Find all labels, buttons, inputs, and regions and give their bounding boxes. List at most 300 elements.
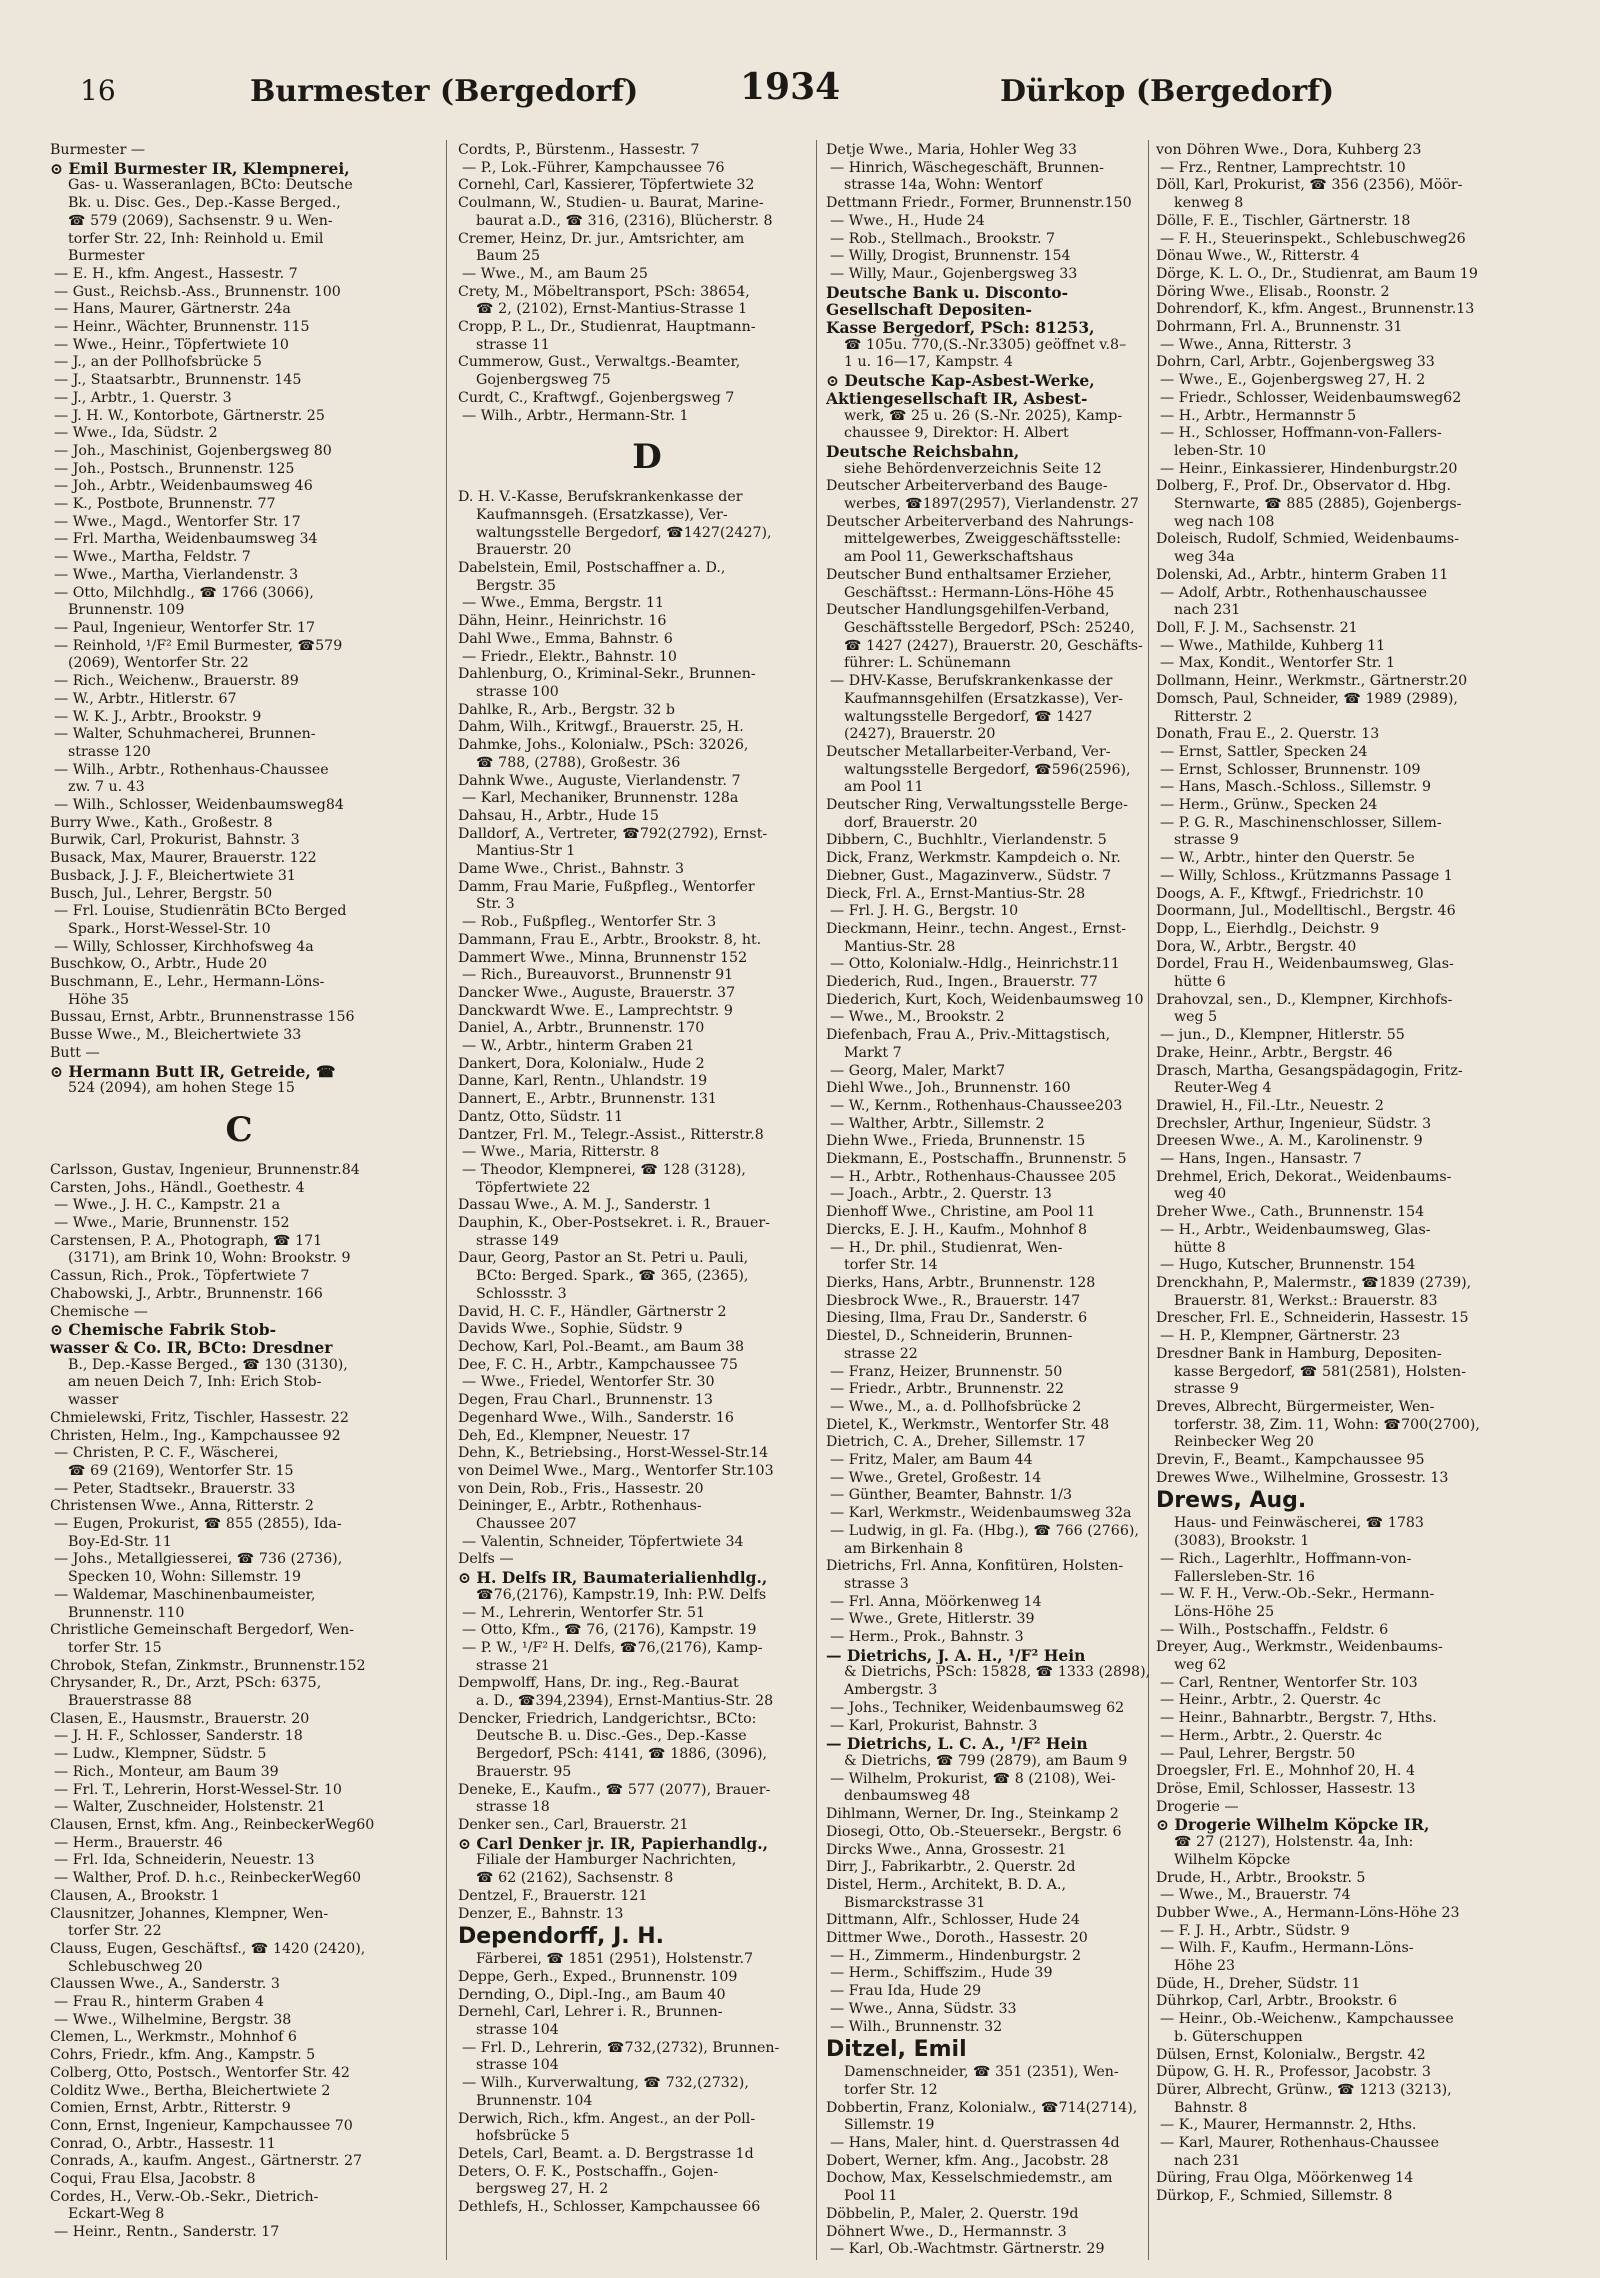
directory-entry: Cordts, P., Bürstenm., Hassestr. 7 — [458, 142, 700, 158]
directory-entry: strasse 18 — [476, 1799, 550, 1816]
directory-entry: Drogerie — — [1156, 1798, 1239, 1815]
directory-entry: Dochow, Max, Kesselschmiedemstr., am — [826, 2170, 1113, 2187]
directory-entry: — Wwe., Martha, Feldstr. 7 — [54, 549, 251, 566]
directory-entry: Deutsche Bank u. Disconto- — [826, 283, 1069, 302]
directory-entry: — Rob., Fußpfleg., Wentorfer Str. 3 — [462, 914, 717, 931]
directory-entry: waltungsstelle Bergedorf, ☎596(2596), — [844, 761, 1131, 778]
directory-entry: Bahnstr. 8 — [1174, 2099, 1248, 2116]
directory-entry: Haus- und Feinwäscherei, ☎ 1783 — [1174, 1515, 1424, 1532]
directory-entry: — H., Schlosser, Hoffmann-von-Fallers- — [1160, 425, 1442, 442]
directory-entry: — Hugo, Kutscher, Brunnenstr. 154 — [1160, 1257, 1416, 1274]
directory-entry: Clauss, Eugen, Geschäftsf., ☎ 1420 (2420), — [50, 1940, 366, 1957]
directory-entry: weg 34a — [1174, 549, 1235, 566]
directory-entry: weg nach 108 — [1174, 513, 1275, 530]
directory-entry: — Frl. Martha, Weidenbaumsweg 34 — [54, 531, 318, 548]
directory-entry: von Dein, Rob., Fris., Hassestr. 20 — [458, 1480, 704, 1497]
directory-entry: — Wwe., M., am Baum 25 — [462, 265, 648, 282]
directory-entry: — W., Arbtr., hinter den Querstr. 5e — [1160, 850, 1415, 867]
directory-entry: — Valentin, Schneider, Töpfertwiete 34 — [462, 1533, 744, 1550]
directory-entry: — W. F. H., Verw.-Ob.-Sekr., Hermann- — [1160, 1586, 1435, 1603]
directory-entry: Dettmann Friedr., Former, Brunnenstr.150 — [826, 195, 1132, 212]
directory-entry: dorf, Brauerstr. 20 — [844, 814, 978, 831]
directory-entry: — Wwe., Emma, Bergstr. 11 — [462, 595, 665, 612]
directory-entry: Löns-Höhe 25 — [1174, 1603, 1275, 1620]
directory-entry: Cremer, Heinz, Dr. jur., Amtsrichter, am — [458, 230, 745, 247]
directory-entry: (2427), Brauerstr. 20 — [844, 726, 996, 743]
directory-entry: Detels, Carl, Beamt. a. D. Bergstrasse 1d — [458, 2145, 754, 2162]
directory-entry: Dahlenburg, O., Kriminal-Sekr., Brunnen- — [458, 666, 756, 683]
directory-entry: — Friedr., Arbtr., Brunnenstr. 22 — [830, 1381, 1065, 1398]
directory-entry: Bussau, Ernst, Arbtr., Brunnenstrasse 156 — [50, 1009, 355, 1026]
directory-entry: Brauerstr. 95 — [476, 1763, 572, 1780]
directory-entry: Drehmel, Erich, Dekorat., Weidenbaums- — [1156, 1168, 1452, 1185]
directory-entry: Diebner, Gust., Magazinverw., Südstr. 7 — [826, 867, 1112, 884]
directory-entry: bergsweg 27, H. 2 — [476, 2181, 609, 2198]
directory-entry: — Paul, Ingenieur, Wentorfer Str. 17 — [54, 619, 316, 636]
directory-entry: Burwik, Carl, Prokurist, Bahnstr. 3 — [50, 832, 300, 849]
directory-entry: Düde, H., Dreher, Südstr. 11 — [1156, 1975, 1361, 1992]
directory-entry: — Ernst, Sattler, Specken 24 — [1160, 743, 1368, 760]
directory-entry: kenweg 8 — [1174, 195, 1244, 212]
section-letter: C — [225, 1109, 253, 1150]
directory-entry: — Walther, Arbtr., Sillemstr. 2 — [830, 1115, 1045, 1132]
directory-entry: Dreher Wwe., Cath., Brunnenstr. 154 — [1156, 1204, 1425, 1221]
directory-entry: ⊙ Emil Burmester IR, Klempnerei, — [50, 159, 350, 178]
running-head-right: Dürkop (Bergedorf) — [1000, 74, 1335, 109]
directory-entry: Kaufmannsgeh. (Ersatzkasse), Ver- — [476, 506, 728, 523]
directory-entry: Cordes, H., Verw.-Ob.-Sekr., Dietrich- — [50, 2188, 319, 2205]
directory-entry: Dahsau, H., Arbtr., Hude 15 — [458, 807, 659, 824]
directory-entry: Reinbecker Weg 20 — [1174, 1434, 1314, 1451]
directory-entry: Doormann, Jul., Modelltischl., Bergstr. 46 — [1156, 903, 1456, 920]
directory-entry: am neuen Deich 7, Inh: Erich Stob- — [68, 1374, 322, 1391]
directory-entry: Färberei, ☎ 1851 (2951), Holstenstr.7 — [476, 1951, 754, 1968]
directory-entry: — Johs., Metallgiesserei, ☎ 736 (2736), — [54, 1551, 343, 1568]
directory-entry: Clausen, Ernst, kfm. Ang., ReinbeckerWeg60 — [50, 1816, 375, 1833]
directory-entry: — Herm., Prok., Bahnstr. 3 — [830, 1629, 1024, 1646]
directory-entry: Schlebuschweg 20 — [68, 1958, 203, 1975]
directory-entry: Chmielewski, Fritz, Tischler, Hassestr. 22 — [50, 1409, 349, 1426]
directory-entry: Bk. u. Disc. Ges., Dep.-Kasse Berged., — [68, 195, 341, 212]
directory-entry: Dietel, K., Werkmstr., Wentorfer Str. 48 — [826, 1416, 1110, 1433]
directory-entry: — Adolf, Arbtr., Rothenhauschaussee — [1160, 584, 1428, 601]
directory-entry: — Herm., Grünw., Specken 24 — [1160, 797, 1378, 814]
directory-entry: — Rob., Stellmach., Brookstr. 7 — [830, 230, 1056, 247]
directory-entry: Domsch, Paul, Schneider, ☎ 1989 (2989), — [1156, 690, 1458, 707]
directory-entry: Ditzel, Emil — [826, 2037, 967, 2063]
directory-entry: Dircks Wwe., Anna, Grossestr. 21 — [826, 1841, 1067, 1858]
directory-entry: — Eugen, Prokurist, ☎ 855 (2855), Ida- — [54, 1516, 342, 1533]
directory-entry: Diederich, Kurt, Koch, Weidenbaumsweg 10 — [826, 991, 1144, 1008]
directory-entry: Brauerstr. 20 — [476, 542, 572, 559]
directory-entry: Dürer, Albrecht, Grünw., ☎ 1213 (3213), — [1156, 2081, 1452, 2098]
directory-entry: Dolberg, F., Prof. Dr., Observator d. Hbg. — [1156, 478, 1452, 495]
directory-entry: — Wwe., Ida, Südstr. 2 — [54, 425, 218, 442]
directory-entry: Markt 7 — [844, 1044, 902, 1061]
directory-entry: Dülsen, Ernst, Kolonialw., Bergstr. 42 — [1156, 2046, 1426, 2063]
directory-entry: — Frau Ida, Hude 29 — [830, 1983, 982, 2000]
directory-entry: Höhe 35 — [68, 991, 130, 1008]
directory-entry: Brauerstrasse 88 — [68, 1693, 192, 1710]
directory-entry: Carstensen, P. A., Photograph, ☎ 171 — [50, 1232, 323, 1249]
directory-entry: Kaufmannsgehilfen (Ersatzkasse), Ver- — [844, 690, 1123, 707]
directory-entry: strasse 104 — [476, 2057, 559, 2074]
directory-entry: Deppe, Gerh., Exped., Brunnenstr. 109 — [458, 1968, 738, 1985]
directory-entry: — Joach., Arbtr., 2. Querstr. 13 — [830, 1186, 1052, 1203]
directory-entry: torfer Str. 12 — [844, 2081, 938, 2098]
directory-entry: — K., Postbote, Brunnenstr. 77 — [54, 496, 276, 513]
directory-entry: — Walter, Schuhmacherei, Brunnen- — [54, 726, 316, 743]
directory-entry: Diesing, Ilma, Frau Dr., Sanderstr. 6 — [826, 1310, 1088, 1327]
directory-entry: Mantius-Str. 28 — [844, 938, 956, 955]
directory-entry: — Wilh., Postschaffn., Feldstr. 6 — [1160, 1621, 1389, 1638]
directory-entry: Drewes Wwe., Wilhelmine, Grossestr. 13 — [1156, 1469, 1449, 1486]
directory-entry: wasser & Co. IR, BCto: Dresdner — [50, 1339, 333, 1357]
directory-entry: Drescher, Frl. E., Schneiderin, Hassestr. 15 — [1156, 1310, 1469, 1327]
directory-entry: chaussee 9, Direktor: H. Albert — [844, 425, 1069, 442]
directory-entry: Coulmann, W., Studien- u. Baurat, Marine- — [458, 195, 764, 212]
directory-entry: — J., Arbtr., 1. Querstr. 3 — [54, 389, 232, 406]
directory-entry: ⊙ Hermann Butt IR, Getreide, ☎ — [50, 1062, 336, 1081]
directory-entry: Dauphin, K., Ober-Postsekret. i. R., Brauer- — [458, 1215, 770, 1232]
directory-entry: — Heinr., Arbtr., 2. Querstr. 4c — [1160, 1692, 1381, 1709]
directory-entry: — Reinhold, ¹/F² Emil Burmester, ☎579 — [54, 637, 343, 654]
directory-entry: Mantius-Str 1 — [476, 843, 576, 860]
directory-entry: Diesbrock Wwe., R., Brauerstr. 147 — [826, 1292, 1081, 1309]
directory-entry: am Pool 11, Gewerkschaftshaus — [844, 549, 1074, 566]
directory-entry: hofsbrücke 5 — [476, 2128, 570, 2145]
directory-entry: — Wwe., M., Brauerstr. 74 — [1160, 1887, 1351, 1904]
directory-entry: Daniel, A., Arbtr., Brunnenstr. 170 — [458, 1020, 705, 1037]
directory-entry: Diestel, D., Schneiderin, Brunnen- — [826, 1328, 1073, 1345]
directory-entry: Wilhelm Köpcke — [1174, 1851, 1291, 1868]
directory-entry: Distel, Herm., Architekt, B. D. A., — [826, 1876, 1067, 1893]
directory-entry: ⊙ Deutsche Kap-Asbest-Werke, — [826, 372, 1095, 390]
directory-entry: Diosegi, Otto, Ob.-Steuersekr., Bergstr. 6 — [826, 1823, 1122, 1840]
directory-entry: — H., Arbtr., Weidenbaumsweg, Glas- — [1160, 1221, 1431, 1238]
directory-entry: Höhe 23 — [1174, 1958, 1236, 1975]
directory-entry: Dethlefs, H., Schlosser, Kampchaussee 66 — [458, 2199, 761, 2216]
directory-entry: Dietrichs, Frl. Anna, Konfitüren, Holsten- — [826, 1558, 1124, 1575]
directory-entry: Drenckhahn, P., Malermstr., ☎1839 (2739), — [1156, 1275, 1472, 1291]
directory-entry: Döring Wwe., Elisab., Roonstr. 2 — [1156, 283, 1390, 300]
directory-entry: ☎ 1427 (2427), Brauerstr. 20, Geschäfts- — [844, 637, 1143, 654]
directory-entry: hütte 6 — [1174, 974, 1226, 991]
directory-entry: — Karl, Prokurist, Bahnstr. 3 — [830, 1717, 1038, 1734]
directory-entry: Denker sen., Carl, Brauerstr. 21 — [458, 1816, 689, 1833]
directory-entry: Dopp, L., Eierhdlg., Deichstr. 9 — [1156, 920, 1380, 937]
directory-entry: — J. H. W., Kontorbote, Gärtnerstr. 25 — [54, 407, 325, 424]
directory-entry: — Christen, P. C. F., Wäscherei, — [54, 1445, 279, 1462]
directory-entry: Bismarckstrasse 31 — [844, 1894, 986, 1911]
directory-entry: Dierks, Hans, Arbtr., Brunnenstr. 128 — [826, 1275, 1096, 1291]
directory-entry: — Friedr., Schlosser, Weidenbaumsweg62 — [1160, 389, 1462, 406]
directory-entry: — H., Arbtr., Hermannstr 5 — [1160, 407, 1357, 424]
directory-entry: Cassun, Rich., Prok., Töpfertwiete 7 — [50, 1268, 310, 1285]
directory-entry: Dassau Wwe., A. M. J., Sanderstr. 1 — [458, 1197, 712, 1214]
directory-entry: Drasch, Martha, Gesangspädagogin, Fritz- — [1156, 1062, 1463, 1079]
directory-entry: — Hans, Maurer, Gärtnerstr. 24a — [54, 301, 291, 318]
directory-entry: Gesellschaft Depositen- — [826, 301, 1032, 320]
directory-entry: — Wilh., Kurverwaltung, ☎ 732,(2732), — [462, 2075, 749, 2092]
directory-entry: — Wwe., E., Gojenbergsweg 27, H. 2 — [1160, 372, 1426, 389]
directory-entry: Conrads, A., kaufm. Angest., Gärtnerstr. 27 — [50, 2153, 363, 2170]
directory-entry: — E. H., kfm. Angest., Hassestr. 7 — [54, 265, 298, 282]
directory-entry: — Walter, Zuschneider, Holstenstr. 21 — [54, 1799, 326, 1816]
directory-entry: Geschäftsst.: Hermann-Löns-Höhe 45 — [844, 584, 1115, 601]
directory-entry: Chaussee 207 — [476, 1516, 577, 1533]
directory-entry: Dietrich, C. A., Dreher, Sillemstr. 17 — [826, 1434, 1086, 1451]
directory-entry: Brunnenstr. 109 — [68, 602, 185, 619]
directory-entry: — DHV-Kasse, Berufskrankenkasse der — [830, 673, 1113, 690]
directory-entry: — Wwe., Grete, Hitlerstr. 39 — [830, 1611, 1035, 1628]
directory-entry: — Theodor, Klempnerei, ☎ 128 (3128), — [462, 1161, 746, 1178]
directory-entry: — Wwe., Anna, Ritterstr. 3 — [1160, 336, 1352, 353]
directory-entry: — W., Arbtr., Hitlerstr. 67 — [54, 690, 237, 707]
directory-entry: — Otto, Milchhdlg., ☎ 1766 (3066), — [54, 584, 314, 601]
directory-entry: — H. P., Klempner, Gärtnerstr. 23 — [1160, 1328, 1400, 1345]
directory-entry: Carlsson, Gustav, Ingenieur, Brunnenstr.84 — [50, 1161, 360, 1178]
directory-entry: — Karl, Ob.-Wachtmstr. Gärtnerstr. 29 — [830, 2241, 1105, 2258]
directory-entry: siehe Behördenverzeichnis Seite 12 — [844, 460, 1102, 477]
directory-entry: Dammann, Frau E., Arbtr., Brookstr. 8, ht. — [458, 931, 762, 948]
directory-entry: — Rich., Bureauvorst., Brunnenstr 91 — [462, 967, 734, 984]
directory-entry: — Walther, Prof. D. h.c., ReinbeckerWeg60 — [54, 1870, 362, 1887]
directory-entry: am Birkenhain 8 — [844, 1540, 964, 1557]
directory-entry: Dahl Wwe., Emma, Bahnstr. 6 — [458, 630, 673, 647]
directory-entry: David, H. C. F., Händler, Gärtnerstr 2 — [458, 1303, 727, 1320]
directory-entry: Christen, Helm., Ing., Kampchaussee 92 — [50, 1427, 341, 1444]
directory-entry: Donath, Frau E., 2. Querstr. 13 — [1156, 726, 1380, 743]
directory-entry: Dahmke, Johs., Kolonialw., PSch: 32026, — [458, 737, 749, 754]
directory-entry: Geschäftsstelle Bergedorf, PSch: 25240, — [844, 619, 1135, 636]
directory-entry: Burmester — — [50, 142, 146, 158]
directory-entry: — Wilh., Arbtr., Rothenhaus-Chaussee — [54, 761, 329, 778]
directory-entry: Conrad, O., Arbtr., Hassestr. 11 — [50, 2135, 276, 2152]
directory-entry: — J. H. F., Schlosser, Sanderstr. 18 — [54, 1728, 303, 1745]
directory-entry: Busch, Jul., Lehrer, Bergstr. 50 — [50, 885, 273, 902]
directory-entry: strasse 21 — [476, 1657, 550, 1674]
directory-entry: Burry Wwe., Kath., Großestr. 8 — [50, 814, 273, 831]
directory-entry: weg 62 — [1174, 1657, 1227, 1674]
directory-entry: Busback, J. J. F., Bleichertwiete 31 — [50, 867, 296, 884]
directory-entry: Danckwardt Wwe. E., Lamprechtstr. 9 — [458, 1002, 733, 1019]
directory-entry: Dührkop, Carl, Arbtr., Brookstr. 6 — [1156, 1993, 1398, 2010]
directory-entry: Denzer, E., Bahnstr. 13 — [458, 1905, 624, 1922]
directory-entry: — Günther, Beamter, Bahnstr. 1/3 — [830, 1487, 1073, 1504]
directory-entry: (3083), Brookstr. 1 — [1174, 1533, 1310, 1550]
directory-entry: Dabelstein, Emil, Postschaffner a. D., — [458, 560, 726, 577]
directory-entry: — Wwe., Magd., Wentorfer Str. 17 — [54, 513, 301, 530]
directory-entry: Cornehl, Carl, Kassierer, Töpfertwiete 32 — [458, 177, 755, 194]
directory-entry: hütte 8 — [1174, 1239, 1226, 1256]
directory-entry: — H., Arbtr., Rothenhaus-Chaussee 205 — [830, 1168, 1117, 1185]
directory-entry: Dollmann, Heinr., Werkmstr., Gärtnerstr.20 — [1156, 673, 1468, 690]
directory-entry: Claussen Wwe., A., Sanderstr. 3 — [50, 1976, 280, 1993]
directory-column-2 — [458, 142, 836, 2262]
directory-entry: Carsten, Johs., Händl., Goethestr. 4 — [50, 1179, 305, 1196]
directory-entry: Deutscher Metallarbeiter-Verband, Ver- — [826, 743, 1111, 760]
directory-column-4 — [1156, 142, 1556, 2262]
directory-entry: Colberg, Otto, Postsch., Wentorfer Str. 42 — [50, 2064, 350, 2081]
directory-entry: kasse Bergedorf, ☎ 581(2581), Holsten- — [1174, 1363, 1466, 1380]
directory-entry: Deutscher Bund enthaltsamer Erzieher, — [826, 566, 1112, 583]
directory-entry: Dobbertin, Franz, Kolonialw., ☎714(2714), — [826, 2099, 1138, 2116]
directory-entry: ☎ 579 (2069), Sachsenstr. 9 u. Wen- — [68, 212, 333, 229]
directory-entry: — F. J. H., Arbtr., Südstr. 9 — [1160, 1922, 1350, 1939]
directory-entry: Colditz Wwe., Bertha, Bleichertwiete 2 — [50, 2082, 331, 2099]
directory-entry: — Heinr., Ob.-Weichenw., Kampchaussee — [1160, 2011, 1454, 2028]
directory-entry: Dalldorf, A., Vertreter, ☎792(2792), Ernst- — [458, 825, 768, 842]
directory-entry: — P. W., ¹/F² H. Delfs, ☎76,(2176), Kamp- — [462, 1639, 763, 1656]
directory-entry: Dohrn, Carl, Arbtr., Gojenbergsweg 33 — [1156, 354, 1435, 371]
directory-entry: — J., Staatsarbtr., Brunnenstr. 145 — [54, 372, 302, 389]
directory-entry: Dürkop, F., Schmied, Sillemstr. 8 — [1156, 2188, 1393, 2205]
directory-entry: Dreves, Albrecht, Bürgermeister, Wen- — [1156, 1398, 1435, 1415]
directory-entry: — Peter, Stadtsekr., Brauerstr. 33 — [54, 1480, 296, 1497]
directory-entry: Dieckmann, Heinr., techn. Angest., Ernst- — [826, 920, 1127, 937]
directory-entry: Boy-Ed-Str. 11 — [68, 1533, 172, 1550]
directory-entry: Droegsler, Frl. E., Mohnhof 20, H. 4 — [1156, 1763, 1415, 1780]
directory-entry: weg 5 — [1174, 1009, 1218, 1026]
directory-entry: Dancker Wwe., Auguste, Brauerstr. 37 — [458, 984, 736, 1001]
directory-entry: Doogs, A. F., Kftwgf., Friedrichstr. 10 — [1156, 885, 1424, 902]
page-year: 1934 — [740, 66, 841, 108]
directory-entry: Drawiel, H., Fil.-Ltr., Neuestr. 2 — [1156, 1097, 1384, 1114]
directory-entry: Buschkow, O., Arbtr., Hude 20 — [50, 956, 267, 973]
directory-entry: Sillemstr. 19 — [844, 2117, 935, 2134]
directory-entry: — Herm., Schiffszim., Hude 39 — [830, 1965, 1053, 1982]
directory-entry: — Rich., Weichenw., Brauerstr. 89 — [54, 673, 299, 690]
directory-entry: torfer Str. 22, Inh: Reinhold u. Emil — [68, 230, 324, 247]
directory-entry: — Wilh., Brunnenstr. 32 — [830, 2018, 1003, 2035]
directory-entry: — Hans, Maler, hint. d. Querstrassen 4d — [830, 2135, 1120, 2152]
directory-entry: Clemen, L., Werkmstr., Mohnhof 6 — [50, 2029, 297, 2046]
directory-entry: Clausnitzer, Johannes, Klempner, Wen- — [50, 1905, 329, 1922]
directory-entry: — Willy, Drogist, Brunnenstr. 154 — [830, 248, 1071, 265]
directory-entry: — Rich., Lagerhltr., Hoffmann-von- — [1160, 1550, 1412, 1567]
directory-entry: Dehn, K., Betriebsing., Horst-Wessel-Str.14 — [458, 1445, 769, 1462]
directory-entry: Dahlke, R., Arb., Bergstr. 32 b — [458, 701, 675, 718]
directory-entry: weg 40 — [1174, 1186, 1227, 1203]
directory-entry: Dittmann, Alfr., Schlosser, Hude 24 — [826, 1912, 1080, 1929]
directory-entry: — Wwe., Wilhelmine, Bergstr. 38 — [54, 2011, 292, 2028]
directory-entry: — Frl. Anna, Möörkenweg 14 — [830, 1593, 1042, 1610]
directory-entry: Chrysander, R., Dr., Arzt, PSch: 6375, — [50, 1675, 322, 1692]
directory-entry: — M., Lehrerin, Wentorfer Str. 51 — [462, 1604, 706, 1621]
directory-entry: — Rich., Monteur, am Baum 39 — [54, 1763, 279, 1780]
directory-entry: Detje Wwe., Maria, Hohler Weg 33 — [826, 142, 1077, 158]
directory-entry: Schlossstr. 3 — [476, 1285, 567, 1302]
directory-entry: Dora, W., Arbtr., Bergstr. 40 — [1156, 938, 1357, 955]
directory-entry: — Dietrichs, J. A. H., ¹/F² Hein — [826, 1646, 1086, 1665]
directory-entry: — Ludw., Klempner, Südstr. 5 — [54, 1746, 267, 1763]
directory-entry: Dähn, Heinr., Heinrichstr. 16 — [458, 613, 667, 630]
directory-entry: — Frau R., hinterm Graben 4 — [54, 1994, 265, 2011]
directory-entry: — H., Dr. phil., Studienrat, Wen- — [830, 1239, 1063, 1256]
directory-entry: — Johs., Techniker, Weidenbaumsweg 62 — [830, 1699, 1125, 1716]
directory-entry: — Herm., Brauerstr. 46 — [54, 1834, 223, 1851]
directory-entry: Dolenski, Ad., Arbtr., hinterm Graben 11 — [1156, 566, 1449, 583]
directory-entry: Dreyer, Aug., Werkmstr., Weidenbaums- — [1156, 1639, 1443, 1656]
directory-entry: Drude, H., Arbtr., Brookstr. 5 — [1156, 1869, 1366, 1886]
directory-entry: strasse 9 — [1174, 832, 1239, 849]
directory-entry: Damenschneider, ☎ 351 (2351), Wen- — [844, 2064, 1119, 2081]
directory-entry: — Paul, Lehrer, Bergstr. 50 — [1160, 1745, 1356, 1762]
directory-entry: Degenhard Wwe., Wilh., Sanderstr. 16 — [458, 1409, 734, 1426]
directory-entry: baurat a.D., ☎ 316, (2316), Blücherstr. 8 — [476, 212, 773, 229]
directory-entry: Bergstr. 35 — [476, 577, 556, 594]
directory-entry: Drahovzal, sen., D., Klempner, Kirchhofs- — [1156, 991, 1453, 1008]
directory-entry: waltungsstelle Bergedorf, ☎ 1427 — [844, 708, 1093, 725]
directory-entry: Eckart-Weg 8 — [68, 2206, 165, 2223]
directory-entry: strasse 120 — [68, 743, 151, 760]
directory-entry: Derwich, Rich., kfm. Angest., an der Poll- — [458, 2110, 756, 2127]
directory-entry: b. Güterschuppen — [1174, 2028, 1303, 2045]
directory-entry: ⊙ Carl Denker jr. IR, Papierhandlg., — [458, 1834, 768, 1853]
directory-entry: Dernding, O., Dipl.-Ing., am Baum 40 — [458, 1986, 726, 2003]
directory-entry: am Pool 11 — [844, 779, 924, 796]
directory-entry: Döhnert Wwe., D., Hermannstr. 3 — [826, 2223, 1067, 2240]
directory-entry: 524 (2094), am hohen Stege 15 — [68, 1080, 295, 1097]
directory-entry: führer: L. Schünemann — [844, 655, 1011, 672]
directory-entry: — jun., D., Klempner, Hitlerstr. 55 — [1160, 1027, 1405, 1044]
directory-entry: Davids Wwe., Sophie, Südstr. 9 — [458, 1321, 683, 1338]
directory-entry: — Willy, Maur., Gojenbergsweg 33 — [830, 265, 1078, 282]
directory-entry: — Willy, Schloss., Krützmanns Passage 1 — [1160, 867, 1453, 884]
directory-entry: nach 231 — [1174, 2152, 1241, 2169]
directory-entry: Töpfertwiete 22 — [476, 1179, 591, 1196]
directory-entry: Filiale der Hamburger Nachrichten, — [476, 1852, 737, 1869]
directory-entry: ☎ 69 (2169), Wentorfer Str. 15 — [68, 1462, 294, 1479]
directory-entry: Butt — — [50, 1044, 100, 1061]
directory-entry: — Georg, Maler, Markt7 — [830, 1062, 1006, 1079]
directory-entry: Dahnk Wwe., Auguste, Vierlandenstr. 7 — [458, 772, 741, 789]
directory-entry: Dependorff, J. H. — [458, 1924, 665, 1950]
directory-entry: & Dietrichs, PSch: 15828, ☎ 1333 (2898), — [844, 1664, 1151, 1681]
directory-entry: strasse 100 — [476, 683, 559, 700]
directory-entry: Dienhoff Wwe., Christine, am Pool 11 — [826, 1204, 1096, 1221]
directory-entry: Dechow, Karl, Pol.-Beamt., am Baum 38 — [458, 1339, 745, 1355]
directory-entry: Dantz, Otto, Südstr. 11 — [458, 1108, 623, 1125]
directory-entry: Busack, Max, Maurer, Brauerstr. 122 — [50, 850, 317, 867]
directory-entry: Dittmer Wwe., Doroth., Hassestr. 20 — [826, 1930, 1088, 1947]
directory-entry: Diehn Wwe., Frieda, Brunnenstr. 15 — [826, 1133, 1086, 1150]
directory-entry: — H., Zimmerm., Hindenburgstr. 2 — [830, 1947, 1082, 1964]
directory-entry: Dobert, Werner, kfm. Ang., Jacobstr. 28 — [826, 2152, 1109, 2169]
directory-entry: Dempwolff, Hans, Dr. ing., Reg.-Baurat — [458, 1675, 739, 1692]
directory-entry: — Gust., Reichsb.-Ass., Brunnenstr. 100 — [54, 283, 341, 300]
directory-entry: Coqui, Frau Elsa, Jacobstr. 8 — [50, 2171, 256, 2188]
directory-entry: ☎76,(2176), Kampstr.19, Inh: P.W. Delfs — [476, 1586, 767, 1603]
directory-entry: Dame Wwe., Christ., Bahnstr. 3 — [458, 861, 685, 878]
directory-entry: — Frl. Louise, Studienrätin BCto Berged — [54, 903, 347, 920]
directory-entry: Cummerow, Gust., Verwaltgs.-Beamter, — [458, 354, 741, 371]
directory-entry: D. H. V.-Kasse, Berufskrankenkasse der — [458, 489, 743, 506]
directory-entry: ☎ 62 (2162), Sachsenstr. 8 — [476, 1870, 674, 1887]
directory-entry: Dresdner Bank in Hamburg, Depositen- — [1156, 1345, 1442, 1362]
page-number: 16 — [80, 74, 116, 107]
directory-entry: Dirr, J., Fabrikarbtr., 2. Querstr. 2d — [826, 1859, 1076, 1876]
directory-entry: Pool 11 — [844, 2188, 898, 2205]
directory-entry: — Frl. D., Lehrerin, ☎732,(2732), Brunnen- — [462, 2039, 780, 2056]
directory-entry: Bergedorf, PSch: 4141, ☎ 1886, (3096), — [476, 1746, 768, 1763]
directory-entry: strasse 22 — [844, 1345, 918, 1362]
directory-entry: Comien, Ernst, Arbtr., Ritterstr. 9 — [50, 2100, 291, 2117]
directory-entry: von Deimel Wwe., Marg., Wentorfer Str.103 — [458, 1462, 774, 1479]
directory-entry: — Ernst, Schlosser, Brunnenstr. 109 — [1160, 761, 1421, 778]
directory-entry: Conn, Ernst, Ingenieur, Kampchaussee 70 — [50, 2117, 353, 2134]
